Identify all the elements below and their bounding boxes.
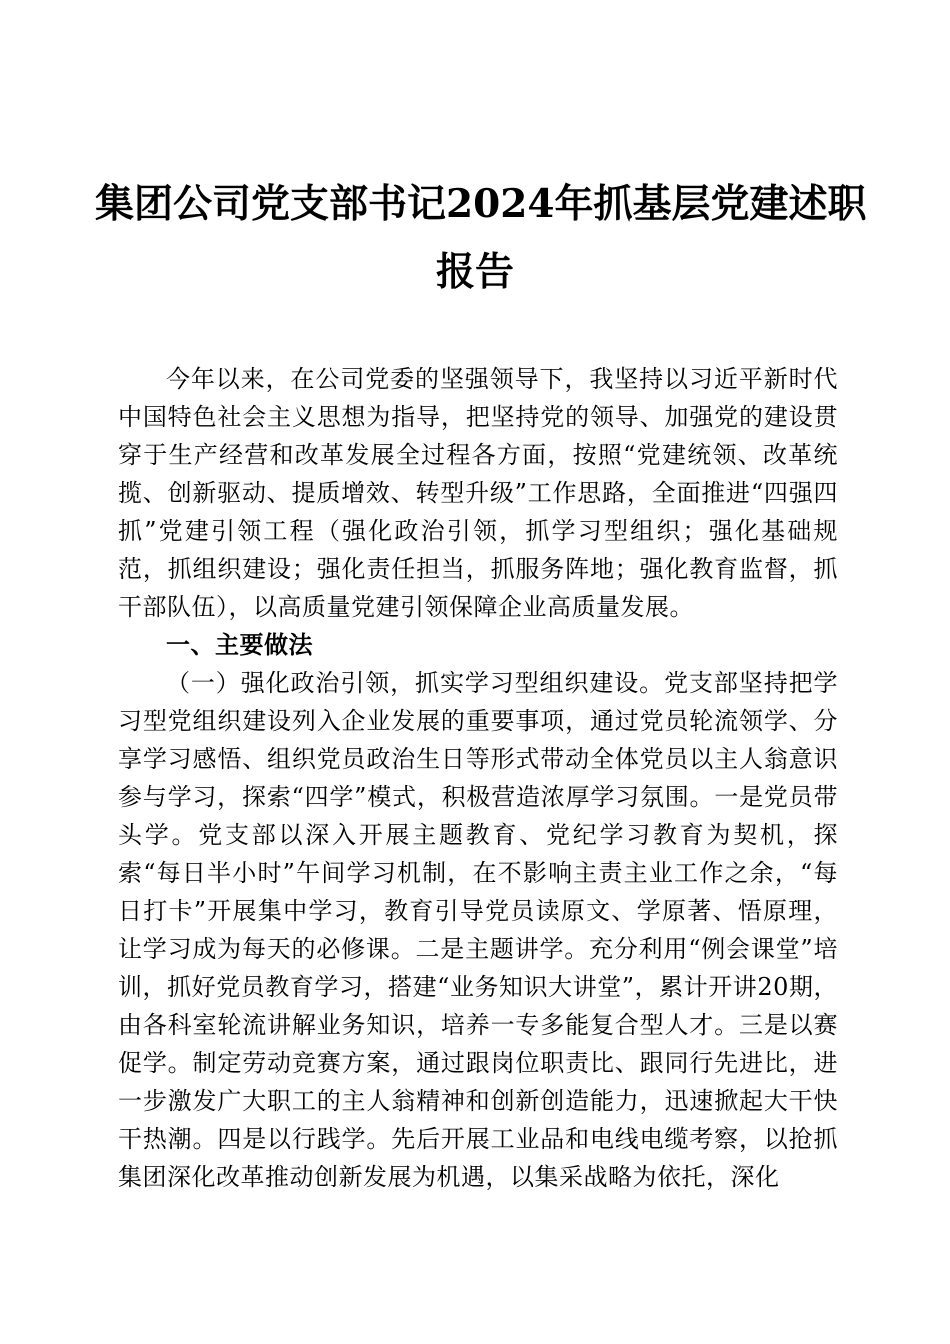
section-heading: 一、主要做法 xyxy=(166,630,313,659)
section-paragraph: （一）强化政治引领，抓实学习型组织建设。党支部坚持把学习型党组织建设列入企业发展的重要事项，通过党员轮流领学、分享学习感悟、组织党员政治生日等形式带动全体党员以主人翁意识参与学习，探索“四学”模式，积极营造浓厚学习氛围。一是党员带头学。党支部以深入开展主题教育、党纪学习教育为契机，探索“每日半小时”午间学习机制，在不影响主责主业工作之余，“每日打卡”开展集中学习，教育引导党员读原文、学原著、悟原理，让学习成为每天的必修课。二是主题讲学。充分利用“例会课堂”培训，抓好党员教育学习，搭建“业务知识大讲堂”，累计开讲20期，由各科室轮流讲解业务知识，培养一专多能复合型人才。三是以赛促学。制定劳动竞赛方案，通过跟岗位职责比、跟同行先进比，进一步激发广大职工的主人翁精神和创新创造能力，迅速掀起大干快干热潮。四是以行践学。先后开展工业品和电线电缆考察，以抢抓集团深化改革推动创新发展为机遇，以集采战略为依托，深化 xyxy=(118,669,838,1191)
title-line-1: 集团公司党支部书记2024年抓基层党建述职 xyxy=(95,181,867,227)
title-line-2: 报告 xyxy=(435,249,514,295)
document-title xyxy=(95,170,867,306)
intro-paragraph: 今年以来，在公司党委的坚强领导下，我坚持以习近平新时代中国特色社会主义思想为指导，把坚持党的领导、加强党的建设贯穿于生产经营和改革发展全过程各方面，按照“党建统领、改革统揽、创新驱动、提质增效、转型升级”工作思路，全面推进“四强四抓”党建引领工程（强化政治引领，抓学习型组织；强化基础规范，抓组织建设；强化责任担当，抓服务阵地；强化教育监督，抓干部队伍），以高质量党建引领保障企业高质量发展。 xyxy=(118,365,838,621)
document-body xyxy=(118,360,838,1196)
